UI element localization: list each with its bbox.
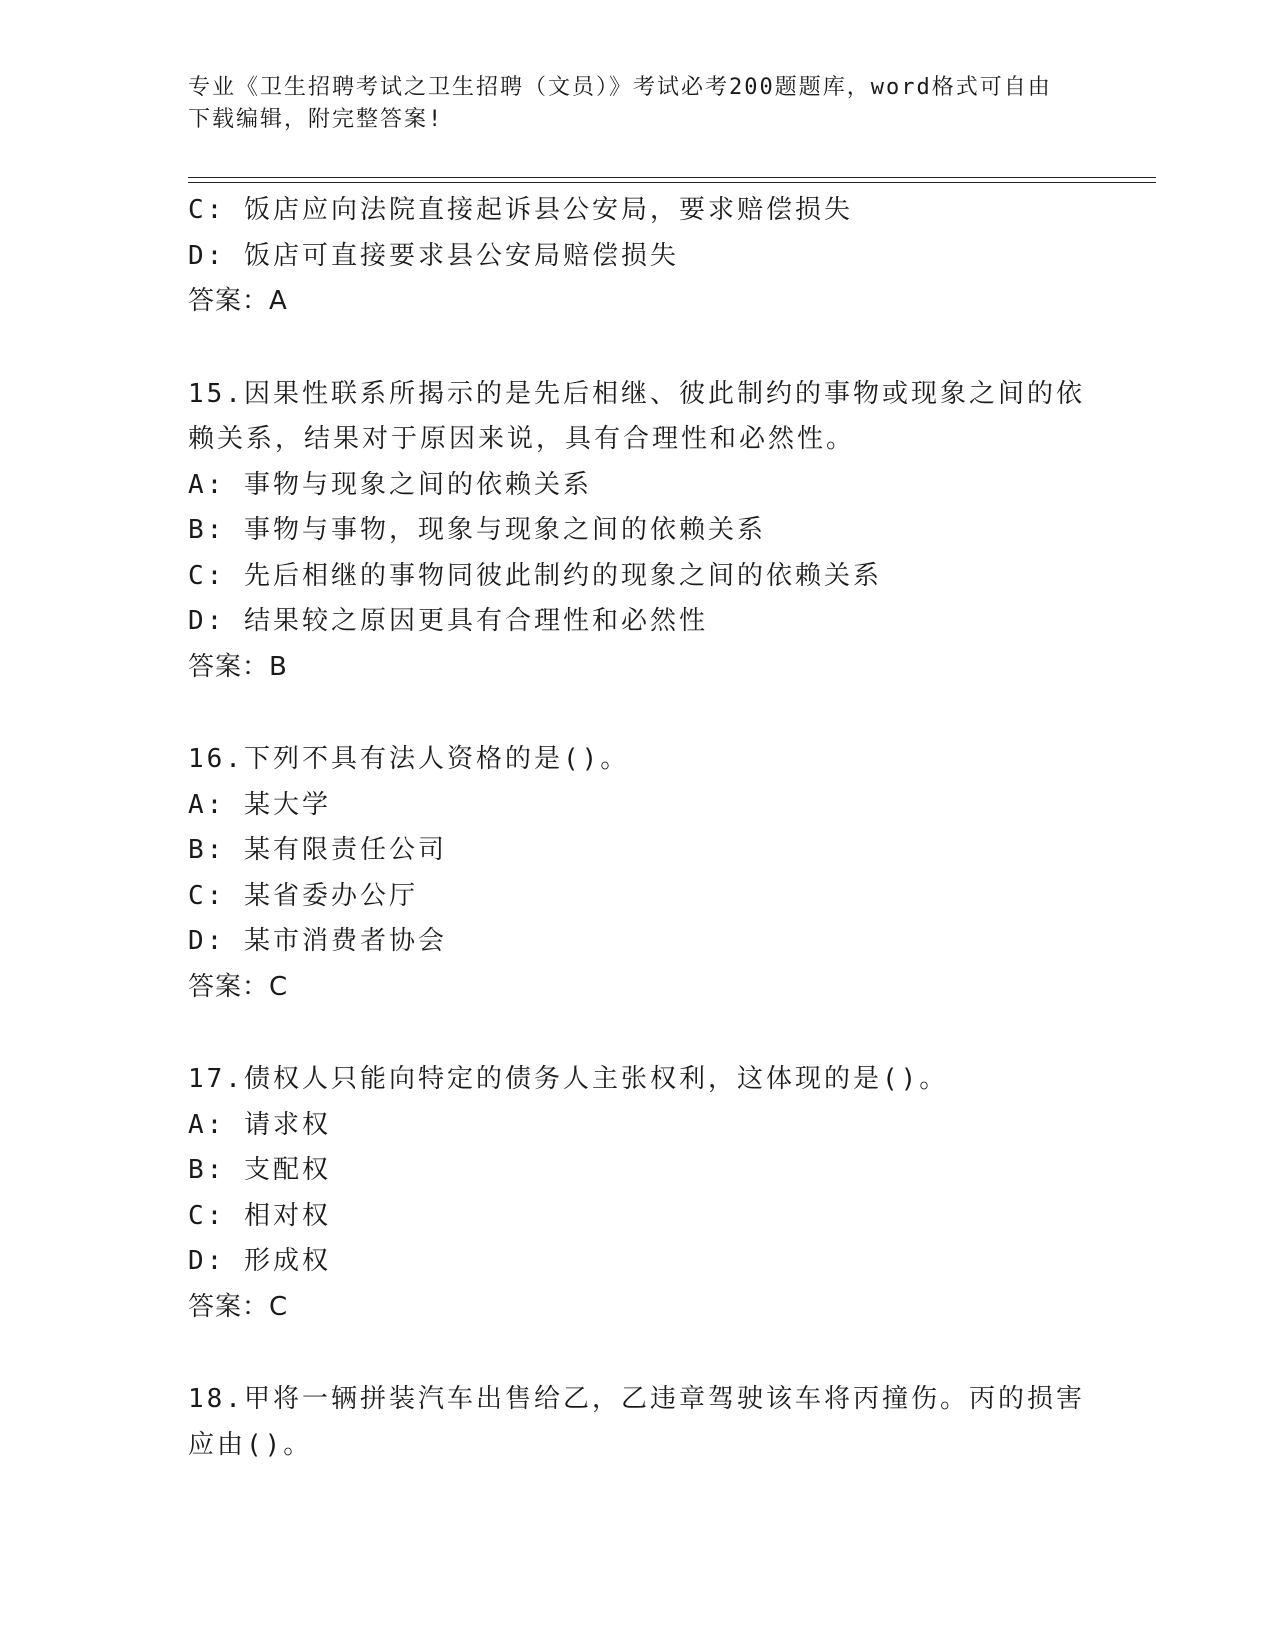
option-a: A: 某大学 [188,789,331,820]
option-b: B: 事物与事物，现象与现象之间的依赖关系 [188,515,766,545]
question-stem: 18.甲将一辆拼装汽车出售给乙，乙违章驾驶该车将丙撞伤。丙的损害 [188,1384,1085,1414]
option-c: C: 先后相继的事物同彼此制约的现象之间的依赖关系 [188,560,882,591]
option-c: C: 相对权 [188,1200,331,1231]
header-divider-top [188,177,1156,178]
answer-label: 答案：C [188,971,289,1002]
option-d: D: 某市消费者协会 [188,926,447,956]
option-a: A: 事物与现象之间的依赖关系 [188,469,592,500]
question-stem: 17.债权人只能向特定的债务人主张权利，这体现的是()。 [188,1064,949,1094]
document-header [188,72,1068,136]
question-stem: 16.下列不具有法人资格的是()。 [188,744,630,774]
option-c: C: 饭店应向法院直接起诉县公安局，要求赔偿损失 [188,195,853,225]
header-text: 专业《卫生招聘考试之卫生招聘（文员）》考试必考200题题库，word格式可自由下载编辑，附完整答案! [188,75,1052,132]
answer-label: 答案：B [188,651,288,682]
option-b: B: 支配权 [188,1155,331,1185]
question-16 [188,737,1088,1010]
option-d: D: 形成权 [188,1246,331,1276]
question-stem-continued: 应由()。 [188,1429,313,1460]
question-stem: 15.因果性联系所揭示的是先后相继、彼此制约的事物或现象之间的依 [188,378,1085,409]
answer-label: 答案：C [188,1291,289,1322]
option-b: B: 某有限责任公司 [188,835,447,865]
option-a: A: 请求权 [188,1109,331,1140]
question-17 [188,1057,1088,1330]
answer-label: 答案：A [188,286,288,316]
header-divider-bottom [188,182,1156,183]
question-list [188,188,1088,1468]
question-15 [188,372,1088,691]
option-d: D: 结果较之原因更具有合理性和必然性 [188,606,708,636]
option-c: C: 某省委办公厅 [188,880,418,911]
question-stem-continued: 赖关系，结果对于原因来说，具有合理性和必然性。 [188,424,856,454]
option-d: D: 饭店可直接要求县公安局赔偿损失 [188,240,679,271]
question-18 [188,1377,1088,1468]
question-14-tail [188,188,1088,325]
